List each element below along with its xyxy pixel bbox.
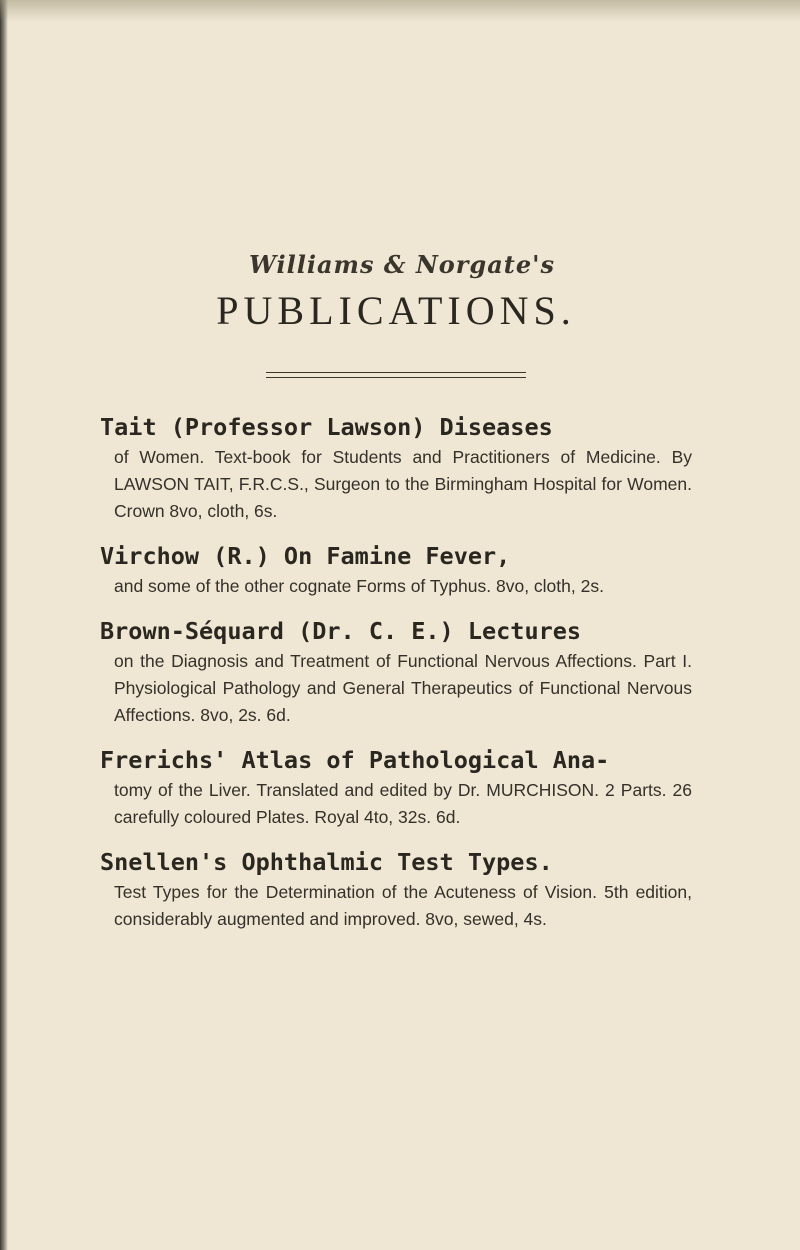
publication-entry <box>100 614 692 729</box>
entry-description: and some of the other cognate Forms of Typhus. 8vo, cloth, 2s. <box>114 576 604 596</box>
entry-description: Test Types for the Determination of the Acuteness of Vision. 5th edition, considerably augmented and improved. 8vo, sewed, 4s. <box>114 882 692 929</box>
publication-entry <box>100 539 692 600</box>
publication-entry <box>100 410 692 525</box>
publication-list <box>100 410 692 933</box>
page-content <box>100 250 692 947</box>
publication-entry <box>100 743 692 831</box>
publisher-name: Williams & Norgate's <box>249 250 555 279</box>
entry-description: on the Diagnosis and Treatment of Functional Nervous Affections. Part I. Physiological Pathology and General Therapeutics of Functional Nervous Affections. 8vo, 2s. 6d. <box>114 651 692 725</box>
double-rule <box>266 372 526 378</box>
entry-heading: Virchow (R.) On Famine Fever, <box>100 542 511 570</box>
section-title: PUBLICATIONS. <box>216 288 576 333</box>
top-shadow <box>0 0 800 22</box>
entry-description: of Women. Text-book for Students and Practitioners of Medicine. By LAWSON TAIT, F.R.C.S., Surgeon to the Birmingham Hospital for Women. Crown 8vo, cloth, 6s. <box>114 447 692 521</box>
entry-heading: Snellen's Ophthalmic Test Types. <box>100 848 553 876</box>
page-edge <box>0 0 8 1250</box>
publication-entry <box>100 845 692 933</box>
entry-heading: Tait (Professor Lawson) Diseases <box>100 413 553 441</box>
entry-description: tomy of the Liver. Translated and edited by Dr. MURCHISON. 2 Parts. 26 carefully coloured Plates. Royal 4to, 32s. 6d. <box>114 780 692 827</box>
entry-heading: Brown-Séquard (Dr. C. E.) Lectures <box>100 617 582 645</box>
entry-heading: Frerichs' Atlas of Pathological Ana- <box>100 746 610 774</box>
